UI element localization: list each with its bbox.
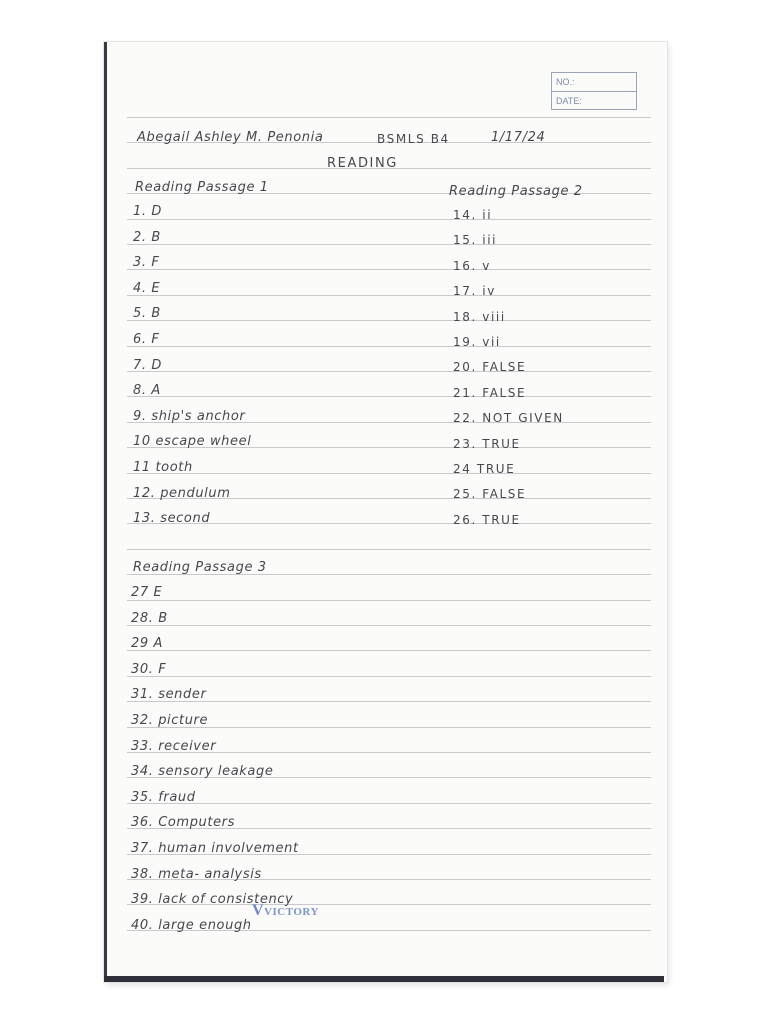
answer-item: 26. TRUE [453, 513, 521, 527]
brand-logo [252, 902, 319, 920]
rule-line [127, 803, 651, 804]
answer-item: 37. human involvement [131, 841, 299, 856]
rule-line [127, 269, 651, 270]
rule-line [127, 600, 651, 601]
answer-item: 25. FALSE [453, 487, 527, 501]
answer-item: 22. NOT GIVEN [453, 411, 564, 425]
passage1-heading: Reading Passage 1 [135, 180, 269, 195]
answer-item: 17. iv [453, 284, 496, 298]
answer-item: 2. B [133, 230, 161, 245]
student-name: Abegail Ashley M. Penonia [137, 130, 324, 145]
answer-item: 7. D [133, 358, 162, 373]
header-date: 1/17/24 [491, 130, 546, 145]
rule-line [127, 650, 651, 651]
rule-line [127, 676, 651, 677]
answer-item: 6. F [133, 332, 160, 347]
answer-item: 3. F [133, 255, 160, 270]
passage3-heading: Reading Passage 3 [133, 560, 267, 575]
answer-item: 12. pendulum [133, 486, 231, 501]
answer-item: 27 E [131, 585, 163, 600]
answer-item: 29 A [131, 636, 163, 651]
rule-line [127, 346, 651, 347]
date-label: DATE: [552, 91, 636, 109]
rule-line [127, 117, 651, 118]
answer-item: 38. meta- analysis [131, 867, 262, 882]
answer-item: 30. F [131, 662, 167, 677]
brand-name: VICTORY [264, 906, 319, 918]
answer-item: 14. ii [453, 208, 493, 222]
page-edge [104, 976, 664, 982]
answer-item: 32. picture [131, 713, 209, 728]
rule-line [127, 295, 651, 296]
passage2-heading: Reading Passage 2 [449, 184, 583, 199]
answer-item: 15. iii [453, 233, 498, 247]
answer-item: 21. FALSE [453, 386, 527, 400]
answer-item: 13. second [133, 511, 211, 526]
no-date-box [551, 72, 637, 110]
rule-line [127, 549, 651, 550]
answer-item: 10 escape wheel [133, 434, 252, 449]
answer-item: 9. ship's anchor [133, 409, 246, 424]
answer-item: 1. D [133, 204, 162, 219]
answer-item: 8. A [133, 383, 161, 398]
rule-line [127, 320, 651, 321]
answer-item: 36. Computers [131, 815, 236, 830]
rule-line [127, 371, 651, 372]
answer-item: 19. vii [453, 335, 501, 349]
answer-item: 33. receiver [131, 739, 217, 754]
answer-item: 35. fraud [131, 790, 196, 805]
answer-item: 16. v [453, 259, 491, 273]
answer-item: 39. lack of consistency [131, 892, 294, 907]
answer-item: 31. sender [131, 687, 207, 702]
rule-line [127, 625, 651, 626]
answer-item: 23. TRUE [453, 437, 521, 451]
rule-line [127, 473, 651, 474]
rule-line [127, 219, 651, 220]
notebook-page [104, 42, 667, 982]
victory-logo-icon: V [252, 902, 265, 919]
answer-item: 28. B [131, 611, 168, 626]
answer-item: 18. viii [453, 310, 506, 324]
answer-item: 20. FALSE [453, 360, 527, 374]
answer-item: 5. B [133, 306, 161, 321]
program-section: BSMLS B4 [377, 132, 450, 146]
no-label: NO.: [556, 77, 575, 87]
page-title: READING [327, 156, 398, 171]
rule-line [127, 244, 651, 245]
rule-line [127, 396, 651, 397]
answer-item: 4. E [133, 281, 161, 296]
answer-item: 11 tooth [133, 460, 193, 475]
answer-item: 40. large enough [131, 918, 252, 933]
answer-item: 34. sensory leakage [131, 764, 274, 779]
answer-item: 24 TRUE [453, 462, 516, 476]
